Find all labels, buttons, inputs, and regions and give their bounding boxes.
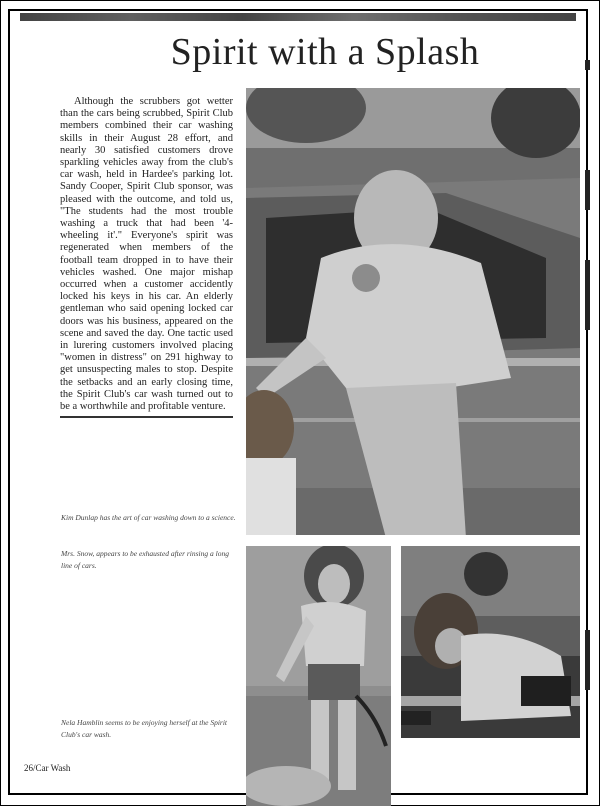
caption-left-photo: Nela Hamblin seems to be enjoying herself at the Spirit Club's car wash. [61, 718, 228, 739]
page-folio: 26/Car Wash [24, 763, 71, 773]
photo-nela-hamblin [246, 546, 391, 806]
edge-mark [585, 260, 590, 330]
caption-main-photo: Kim Dunlap has the art of car washing down to a science. [61, 513, 236, 522]
main-photo-image [246, 88, 580, 535]
edge-mark [585, 630, 590, 690]
photo-mrs-snow [401, 546, 580, 738]
edge-mark [585, 170, 590, 210]
top-bleed-strip [20, 13, 576, 21]
caption-right-photo: Mrs. Snow, appears to be exhausted after rinsing a long line of cars. [61, 549, 229, 570]
page-title: Spirit with a Splash [170, 31, 480, 73]
photo-nela-image [246, 546, 391, 806]
article-body: Although the scrubbers got wetter than the cars being scrubbed, Spirit Club members combined their car washing skills in their August 28 effort, and nearly 30 satisfied customers drove sparkling vehicles away from the club's car wash, held in Hardee's parking lot. Sandy Cooper, Spirit Club sponsor, was pleased with the outcome, and told us, "The students had the most trouble washing a truck that had been '4-wheeling it'." Everyone's spirit was regenerated when members of the football team dropped in to have their vehicles washed. One major mishap occurred when a customer accidently locked his keys in his car. An elderly gentleman who said opening locked car doors was his business, appeared on the scene and saved the day. One tactic used in lurering customers involved placing "women in distress" on 291 highway to get unsuspecting males to stop. Despite the setbacks and an early closing time, the Spirit Club's car wash turned out to be a worthwhile and profitable venture. [60, 96, 233, 413]
article-rule [60, 416, 233, 418]
photo-snow-image [401, 546, 580, 738]
main-photo-car-wash [246, 88, 580, 535]
edge-mark [585, 60, 590, 70]
